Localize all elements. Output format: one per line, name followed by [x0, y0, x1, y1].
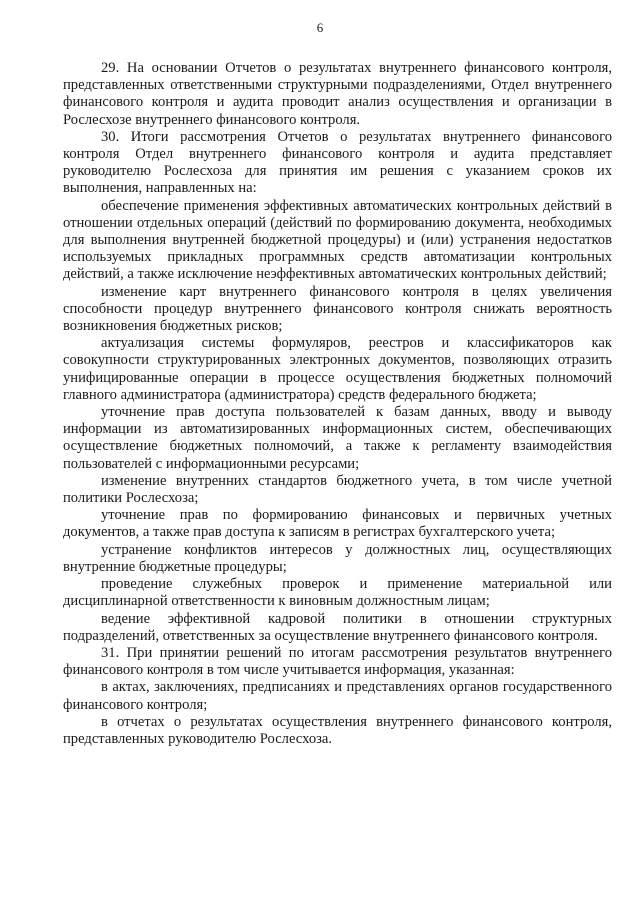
list-item-automatic-controls: обеспечение применения эффективных автоматических контрольных действий в отношении отдельных операций (действий по формированию документа, необходимых для выполнения внутренней бюджетной процедуры) и (или) устранения недостатков используемых прикладных программных средств автоматизации контрольных действий, а также исключение неэффективных автоматических контрольных действий; — [63, 197, 612, 283]
list-item-control-maps: изменение карт внутреннего финансового контроля в целях увеличения способности процедур внутреннего финансового контроля снижать вероятность возникновения бюджетных рисков; — [63, 283, 612, 335]
list-item-document-rights: уточнение прав по формированию финансовых и первичных учетных документов, а также прав доступа к записям в регистрах бухгалтерского учета; — [63, 507, 612, 541]
page-number: 6 — [316, 20, 324, 35]
document-body — [63, 60, 612, 748]
list-item-state-control-acts: в актах, заключениях, предписаниях и представлениях органов государственного финансового контроля; — [63, 679, 612, 713]
list-item-internal-inspections: проведение служебных проверок и применение материальной или дисциплинарной ответственности к виновным должностным лицам; — [63, 576, 612, 610]
paragraph-30: 30. Итоги рассмотрения Отчетов о результатах внутреннего финансового контроля Отдел внутреннего финансового контроля и аудита представляет руководителю Рослесхоза для принятия им решения с указанием сроков их выполнения, направленных на: — [63, 128, 612, 197]
list-item-forms-registers: актуализация системы формуляров, реестров и классификаторов как совокупности структурированных электронных документов, позволяющих отразить унифицированные операции в процессе осуществления бюджетных полномочий главного администратора (администратора) средств федерального бюджета; — [63, 335, 612, 403]
list-item-access-rights: уточнение прав доступа пользователей к базам данных, вводу и выводу информации из автоматизированных информационных систем, обеспечивающих осуществление бюджетных полномочий, а также к регламенту взаимодействия пользователей с информационными ресурсами; — [63, 404, 612, 472]
paragraph-29: 29. На основании Отчетов о результатах внутреннего финансового контроля, представленных ответственными структурными подразделениями, Отдел внутреннего финансового контроля и аудита проводит анализ осуществления и организации в Рослесхозе внутреннего финансового контроля. — [63, 60, 612, 128]
list-item-conflicts-of-interest: устранение конфликтов интересов у должностных лиц, осуществляющих внутренние бюджетные процедуры; — [63, 541, 612, 575]
list-item-control-reports: в отчетах о результатах осуществления внутреннего финансового контроля, представленных руководителю Рослесхоза. — [63, 713, 612, 747]
list-item-personnel-policy: ведение эффективной кадровой политики в отношении структурных подразделений, ответственных за осуществление внутреннего финансового контроля. — [63, 610, 612, 644]
list-item-accounting-standards: изменение внутренних стандартов бюджетного учета, в том числе учетной политики Рослесхоза; — [63, 472, 612, 507]
paragraph-31: 31. При принятии решений по итогам рассмотрения результатов внутреннего финансового контроля в том числе учитывается информация, указанная: — [63, 644, 612, 679]
